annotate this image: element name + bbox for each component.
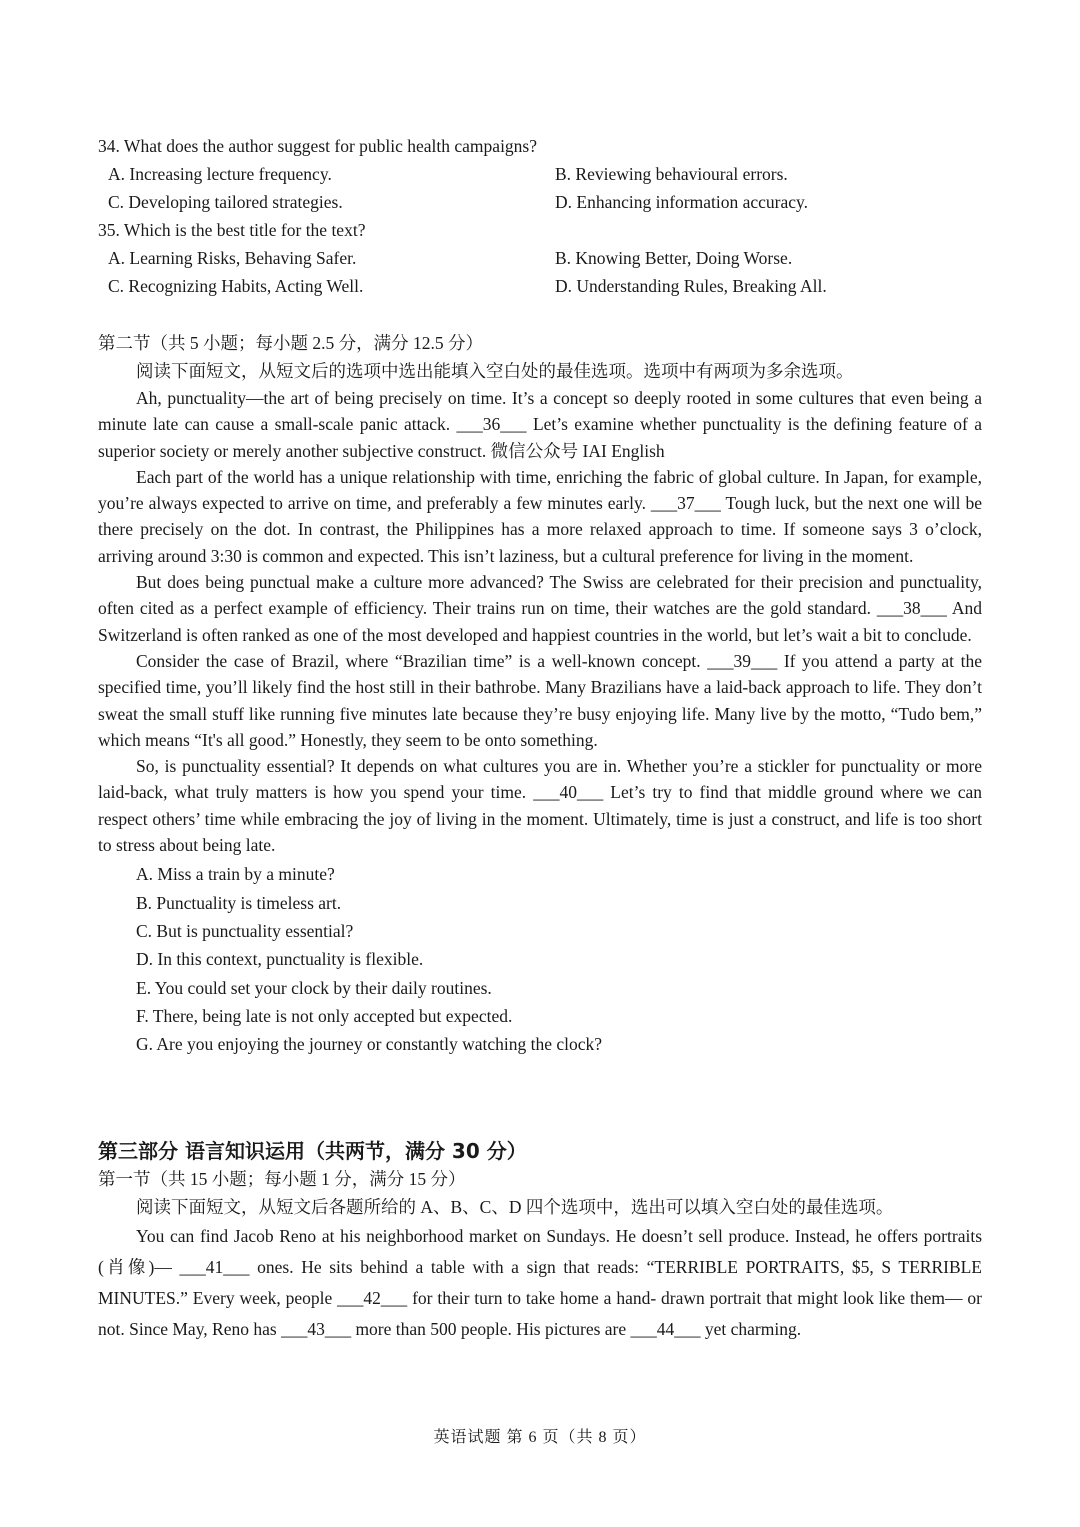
paragraph: Consider the case of Brazil, where “Brazilian time” is a well-known concept. ___39___ If you attend a party at the specified time, you’ll likely find the host still in their bathrobe. Many Brazilians have a laid-back approach to life. They don’t sweat the small stuff like running five minutes late because they’re busy enjoying life. Many live by the motto, “Tudo bem,” which means “It's all good.” Honestly, they seem to be onto something.	[98, 650, 982, 750]
part-heading: 第三部分 语言知识运用（共两节，满分 30 分）	[98, 1139, 527, 1163]
section-instruction: 阅读下面短文，从短文后各题所给的 A、B、C、D 四个选项中，选出可以填入空白处的最佳选项。	[136, 1197, 894, 1217]
choice: A. Miss a train by a minute?	[136, 864, 335, 885]
question-stem: 34. What does the author suggest for public health campaigns?	[98, 136, 538, 156]
options-row	[98, 188, 982, 216]
option: C. Recognizing Habits, Acting Well.	[108, 276, 364, 296]
section-2	[98, 329, 982, 1058]
section-instruction: 阅读下面短文，从短文后的选项中选出能填入空白处的最佳选项。选项中有两项为多余选项。	[136, 361, 854, 381]
choice: D. In this context, punctuality is flexible.	[136, 949, 424, 970]
part-3	[98, 1137, 982, 1345]
option: A. Learning Risks, Behaving Safer.	[108, 248, 357, 268]
questions-34-35	[98, 132, 982, 300]
choice: C. But is punctuality essential?	[136, 920, 354, 941]
section-heading: 第一节（共 15 小题；每小题 1 分，满分 15 分）	[98, 1169, 466, 1189]
paragraph: Each part of the world has a unique relationship with time, enriching the fabric of global culture. In Japan, for example, you’re always expected to arrive on time, and preferably a few minutes early. ___37___ Tough luck, but the next one will be there precisely on the dot. In contrast, the Philippines has a more relaxed approach to time. If someone says 3 o’clock, arriving around 3:30 is common and expected. This isn’t laziness, but a cultural preference for living in the moment.	[98, 466, 982, 566]
option: B. Reviewing behavioural errors.	[555, 164, 788, 184]
section-heading: 第二节（共 5 小题；每小题 2.5 分，满分 12.5 分）	[98, 333, 483, 353]
paragraph: So, is punctuality essential? It depends on what cultures you are in. Whether you’re a stickler for punctuality or more laid-back, what truly matters is how you spend your time. ___40___ Let’s try to find that middle ground where we can respect others’ time while embracing the joy of living in the moment. Ultimately, time is just a construct, and life is too short to stress about being late.	[98, 756, 982, 856]
paragraph: Ah, punctuality—the art of being precisely on time. It’s a concept so deeply rooted in some cultures that even being a minute late can cause a small-scale panic attack. ___36___ Let’s examine whether punctuality is the defining feature of a superior society or merely another subjective construct. 微信公众号 IAI English	[98, 388, 982, 461]
option: A. Increasing lecture frequency.	[108, 164, 332, 184]
option: C. Developing tailored strategies.	[108, 192, 343, 212]
option: B. Knowing Better, Doing Worse.	[555, 248, 793, 268]
options-row	[98, 244, 982, 272]
options-row	[98, 272, 982, 300]
paragraph: But does being punctual make a culture more advanced? The Swiss are celebrated for their precision and punctuality, often cited as a perfect example of efficiency. Their trains run on time, their watches are the gold standard. ___38___ And Switzerland is often ranked as one of the most developed and happiest countries in the world, but let’s wait a bit to conclude.	[98, 572, 982, 645]
choice: B. Punctuality is timeless art.	[136, 892, 342, 913]
option: D. Enhancing information accuracy.	[555, 192, 808, 212]
paragraph: You can find Jacob Reno at his neighborhood market on Sundays. He doesn’t sell produce. Instead, he offers portraits (肖像)— ___41___ ones. He sits behind a table with a sign that reads: “TERRIBLE PORTRAITS, $5, S TERRIBLE MINUTES.” Every week, people ___42___ for their turn to take home a hand- drawn portrait that might look like them— or not. Since May, Reno has ___43___ more than 500 people. His pictures are ___44___ yet charming.	[98, 1226, 982, 1339]
choice: E. You could set your clock by their daily routines.	[136, 977, 492, 998]
question-stem: 35. Which is the best title for the text?	[98, 220, 366, 240]
page-footer: 英语试题 第 6 页（共 8 页）	[433, 1429, 647, 1446]
choice: G. Are you enjoying the journey or constantly watching the clock?	[136, 1034, 603, 1055]
option: D. Understanding Rules, Breaking All.	[555, 276, 827, 296]
choice: F. There, being late is not only accepted but expected.	[136, 1005, 513, 1026]
options-row	[98, 160, 982, 188]
